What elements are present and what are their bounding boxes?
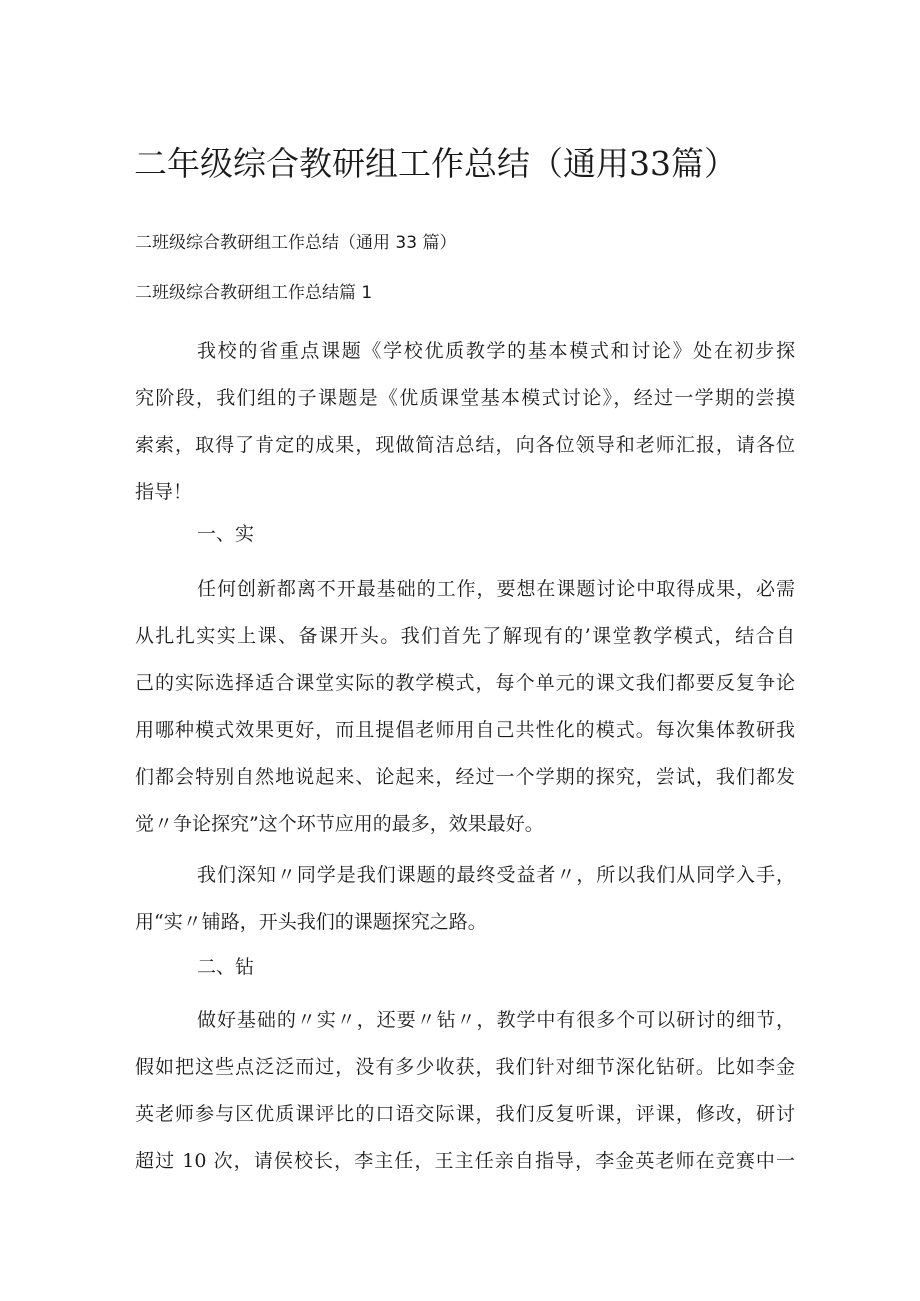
- paragraph-line: 做好基础的〃实〃，还要〃钻〃，教学中有很多个可以研讨的细节，: [197, 1009, 795, 1031]
- section-title: 二班级综合教研组工作总结篇 1: [135, 283, 373, 303]
- paragraph-line: 用哪种模式效果更好，而且提倡老师用自己共性化的模式。每次集体教研我: [135, 719, 795, 741]
- paragraph-line: 英老师参与区优质课评比的口语交际课，我们反复听课，评课，修改，研讨: [135, 1103, 795, 1125]
- section-heading-shi: 一、实: [197, 523, 255, 545]
- paragraph-line: 超过 10 次，请侯校长，李主任，王主任亲自指导，李金英老师在竞赛中一: [135, 1150, 795, 1172]
- paragraph-intro: [135, 328, 795, 516]
- paragraph-line: 任何创新都离不开最基础的工作，要想在课题讨论中取得成果，必需: [197, 578, 795, 600]
- paragraph-line: 觉〃争论探究”这个环节应用的最多，效果最好。: [135, 813, 544, 835]
- paragraph-line: 假如把这些点泛泛而过，没有多少收获，我们针对细节深化钻研。比如李金: [135, 1056, 795, 1078]
- paragraph-line: 用“实〃铺路，开头我们的课题探究之路。: [135, 911, 487, 933]
- paragraph-line: 我们深知〃同学是我们课题的最终受益者〃，所以我们从同学入手，: [197, 864, 795, 886]
- document-subtitle: 二班级综合教研组工作总结（通用 33 篇）: [135, 233, 457, 253]
- paragraph-line: 从扎扎实实上课、备课开头。我们首先了解现有的’课堂教学模式，结合自: [135, 625, 795, 647]
- paragraph-line: 己的实际选择适合课堂实际的教学模式，每个单元的课文我们都要反复争论: [135, 672, 795, 694]
- paragraph-students: [135, 852, 795, 946]
- paragraph-line: 究阶段，我们组的子课题是《优质课堂基本模式讨论》，经过一学期的尝摸: [135, 387, 795, 409]
- paragraph-line: 指导！: [135, 481, 193, 503]
- section-heading-zuan: 二、钻: [197, 956, 255, 978]
- document-title: 二年级综合教研组工作总结（通用33篇）: [134, 144, 737, 183]
- paragraph-shi: [135, 566, 795, 848]
- paragraph-line: 索索，取得了肯定的成果，现做简洁总结，向各位领导和老师汇报，请各位: [135, 434, 795, 456]
- paragraph-zuan: [135, 997, 795, 1185]
- paragraph-line: 们都会特别自然地说起来、论起来，经过一个学期的探究，尝试，我们都发: [135, 766, 795, 788]
- paragraph-line: 我校的省重点课题《学校优质教学的基本模式和讨论》处在初步探: [197, 340, 795, 362]
